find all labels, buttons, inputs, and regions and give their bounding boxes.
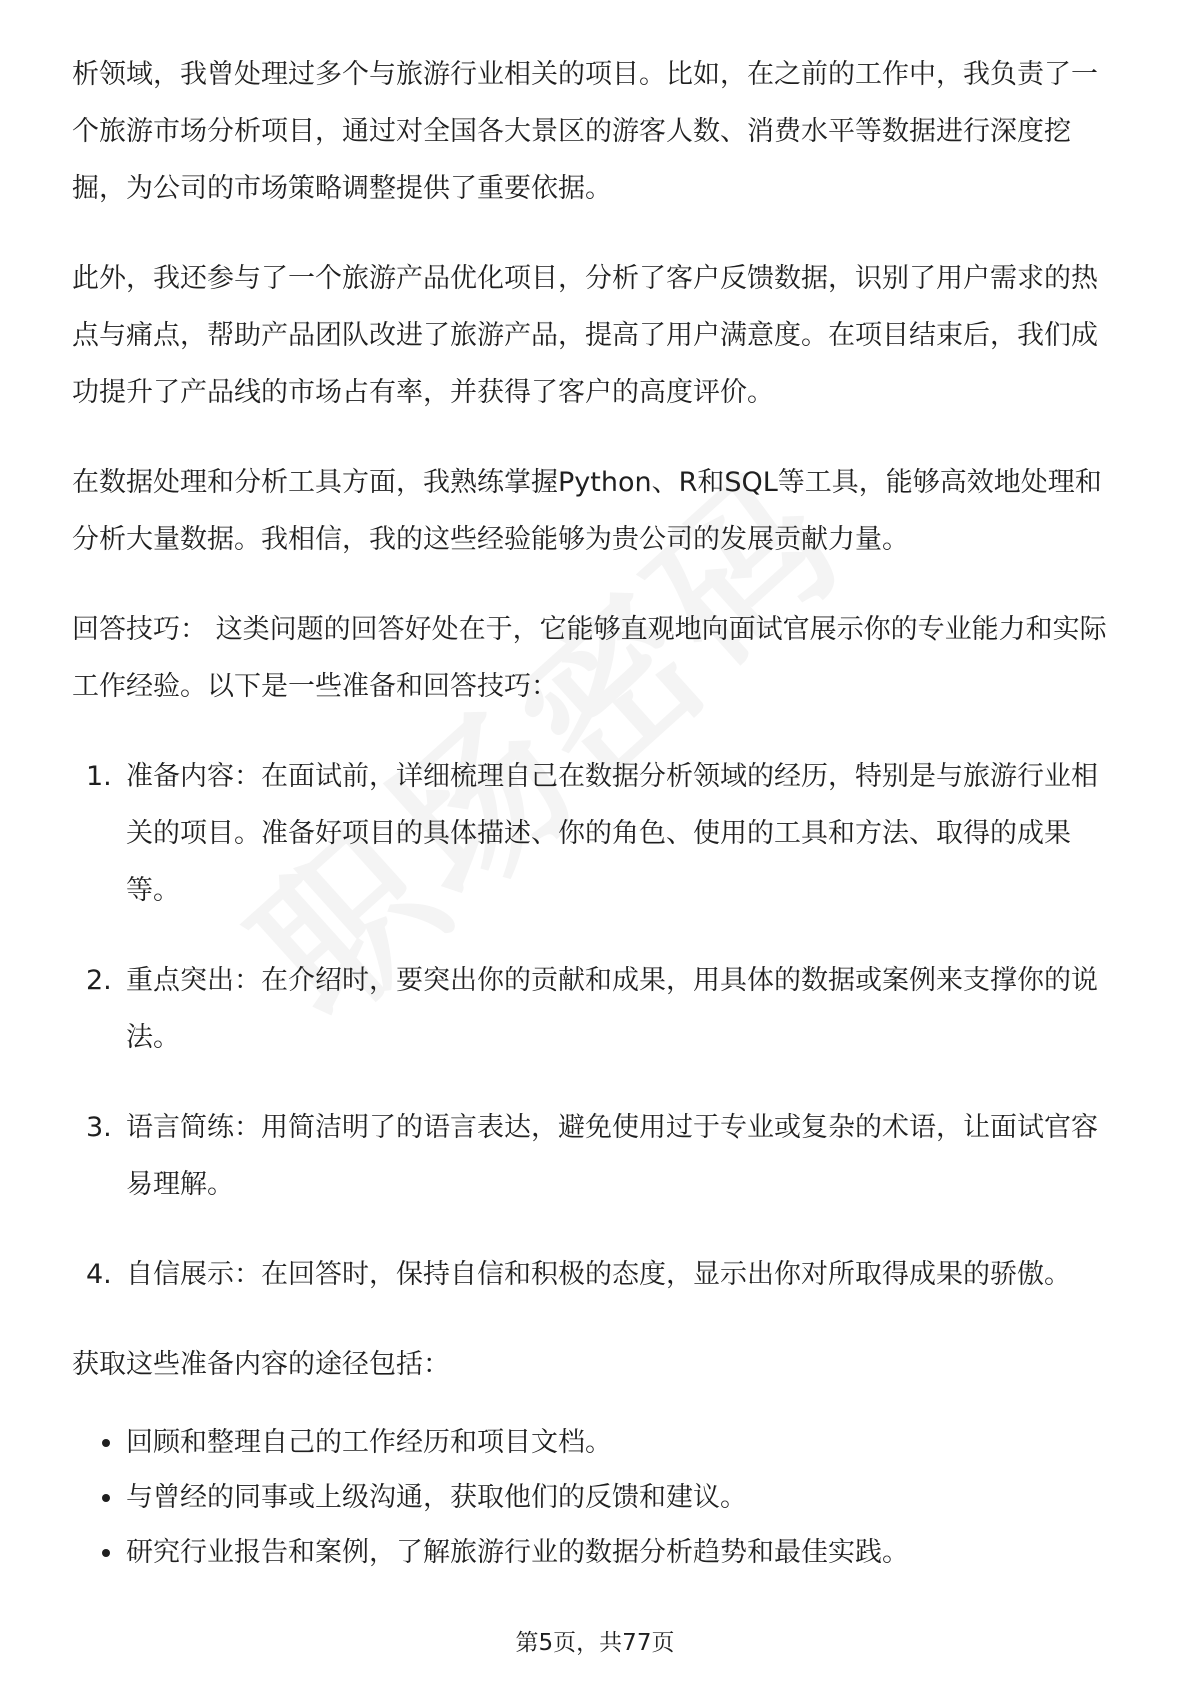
bullet-icon <box>102 1494 110 1502</box>
paragraph-sources-lead: 获取这些准备内容的途径包括： <box>72 1349 450 1380</box>
bullet-icon <box>102 1439 110 1447</box>
paragraph-answer-tips: 回答技巧： 这类问题的回答好处在于，它能够直观地向面试官展示你的专业能力和实际工作经验。以下是一些准备和回答技巧： <box>72 614 1107 702</box>
list-number: 1. <box>86 761 112 792</box>
bullet-icon <box>102 1549 110 1557</box>
sources-list-item <box>72 1415 1122 1470</box>
list-item-text: 回顾和整理自己的工作经历和项目文档。 <box>126 1427 612 1458</box>
list-item-text: 自信展示：在回答时，保持自信和积极的态度，显示出你对所取得成果的骄傲。 <box>126 1259 1071 1290</box>
tips-list-item <box>72 952 1122 1066</box>
tips-list-item <box>72 1099 1122 1213</box>
paragraph-tools: 在数据处理和分析工具方面，我熟练掌握Python、R和SQL等工具，能够高效地处理和分析大量数据。我相信，我的这些经验能够为贵公司的发展贡献力量。 <box>72 467 1102 555</box>
sources-list-item <box>72 1525 1122 1580</box>
list-item-text: 与曾经的同事或上级沟通，获取他们的反馈和建议。 <box>126 1482 747 1513</box>
tips-list-item <box>72 748 1122 919</box>
tips-list <box>72 748 1122 1303</box>
page-number-footer: 第5页，共77页 <box>515 1630 675 1656</box>
list-number: 4. <box>86 1259 112 1290</box>
list-item-text: 重点突出：在介绍时，要突出你的贡献和成果，用具体的数据或案例来支撑你的说法。 <box>126 965 1098 1053</box>
paragraph-experience: 析领域，我曾处理过多个与旅游行业相关的项目。比如，在之前的工作中，我负责了一个旅游市场分析项目，通过对全国各大景区的游客人数、消费水平等数据进行深度挖掘，为公司的市场策略调整提供了重要依据。 <box>72 59 1098 204</box>
tips-list-item <box>72 1246 1122 1303</box>
document-body <box>72 46 1122 1580</box>
list-number: 3. <box>86 1112 112 1143</box>
list-item-text: 语言简练：用简洁明了的语言表达，避免使用过于专业或复杂的术语，让面试官容易理解。 <box>126 1112 1098 1200</box>
list-number: 2. <box>86 965 112 996</box>
sources-list <box>72 1415 1122 1580</box>
list-item-text: 准备内容：在面试前，详细梳理自己在数据分析领域的经历，特别是与旅游行业相关的项目。准备好项目的具体描述、你的角色、使用的工具和方法、取得的成果等。 <box>126 761 1098 906</box>
paragraph-product-optimization: 此外，我还参与了一个旅游产品优化项目，分析了客户反馈数据，识别了用户需求的热点与痛点，帮助产品团队改进了旅游产品，提高了用户满意度。在项目结束后，我们成功提升了产品线的市场占有率，并获得了客户的高度评价。 <box>72 263 1098 408</box>
sources-list-item <box>72 1470 1122 1525</box>
list-item-text: 研究行业报告和案例，了解旅游行业的数据分析趋势和最佳实践。 <box>126 1537 909 1568</box>
